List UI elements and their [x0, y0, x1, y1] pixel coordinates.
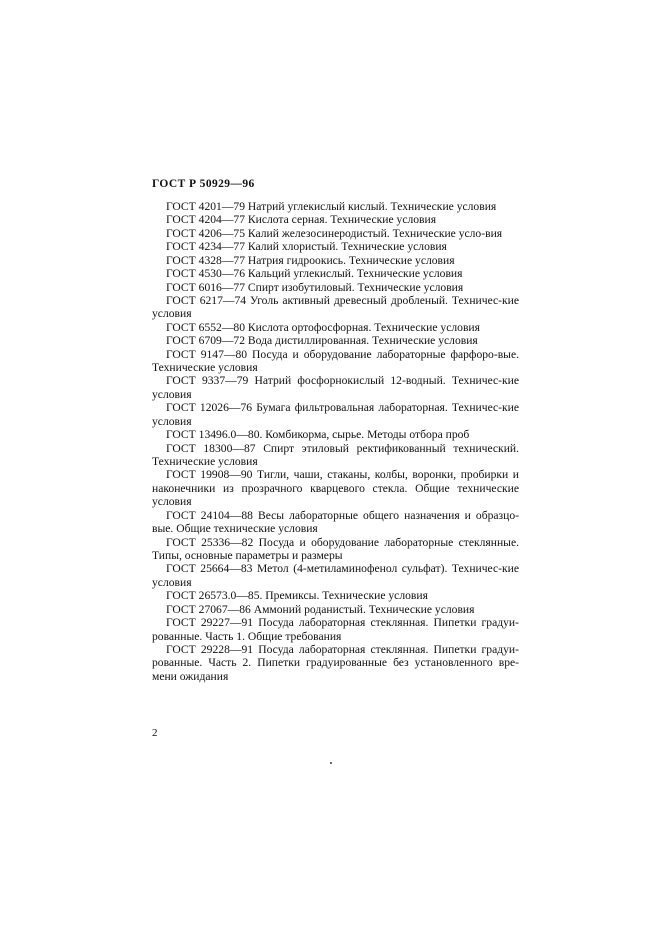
- reference-item: ГОСТ 6217—74 Уголь активный древесный дробленый. Техничес-кие условия: [152, 293, 519, 321]
- reference-item: ГОСТ 6552—80 Кислота ортофосфорная. Технические условия: [166, 320, 480, 334]
- reference-item: ГОСТ 4201—79 Натрий углекислый кислый. Технические условия: [166, 200, 497, 213]
- reference-item: ГОСТ 29227—91 Посуда лабораторная стеклянная. Пипетки градуи-рованные. Часть 1. Общие требования: [152, 616, 519, 643]
- reference-item: ГОСТ 26573.0—85. Премиксы. Технические условия: [166, 589, 428, 603]
- reference-item: ГОСТ 24104—88 Весы лабораторные общего назначения и образцо-вые. Общие технические условия: [152, 508, 519, 536]
- reference-item: ГОСТ 4328—77 Натрия гидроокись. Технические условия: [166, 253, 455, 267]
- reference-item: ГОСТ 25336—82 Посуда и оборудование лабораторные стеклянные. Типы, основные параметры и размеры: [152, 535, 519, 562]
- reference-item: ГОСТ 9337—79 Натрий фосфорнокислый 12-водный. Техничес-кие условия: [152, 374, 519, 401]
- reference-item: ГОСТ 25664—83 Метол (4-метиламинофенол сульфат). Техничес-кие условия: [152, 562, 519, 589]
- reference-item: ГОСТ 6709—72 Вода дистиллированная. Технические условия: [166, 334, 478, 348]
- reference-item: ГОСТ 4204—77 Кислота серная. Технические условия: [166, 213, 437, 227]
- reference-item: ГОСТ 4530—76 Кальций углекислый. Технические условия: [166, 267, 463, 281]
- reference-item: ГОСТ 29228—91 Посуда лабораторная стеклянная. Пипетки градуи-рованные. Часть 2. Пипетки градуированные без установленного вре-мени ожидания: [152, 642, 519, 683]
- reference-item: ГОСТ 19908—90 Тигли, чаши, стаканы, колбы, воронки, пробирки и наконечники из прозрачного кварцевого стекла. Общие технические условия: [152, 468, 519, 509]
- reference-item: ГОСТ 4234—77 Калий хлористый. Технические условия: [166, 240, 447, 254]
- reference-item: ГОСТ 9147—80 Посуда и оборудование лабораторные фарфоро-вые. Технические условия: [152, 347, 519, 375]
- page-number: 2: [152, 727, 158, 739]
- reference-item: ГОСТ 4206—75 Калий железосинеродистый. Технические усло-вия: [166, 226, 503, 240]
- reference-item: ГОСТ 12026—76 Бумага фильтровальная лабораторная. Техничес-кие условия: [152, 401, 519, 428]
- reference-item: ГОСТ 6016—77 Спирт изобутиловый. Технические условия: [166, 280, 464, 294]
- scan-speck: [330, 762, 332, 764]
- reference-list: [152, 200, 519, 683]
- page-header: ГОСТ Р 50929—96: [152, 178, 255, 190]
- reference-item: ГОСТ 18300—87 Спирт этиловый ректификованный технический. Технические условия: [152, 441, 519, 469]
- reference-item: ГОСТ 13496.0—80. Комбикорма, сырье. Методы отбора проб: [166, 428, 470, 442]
- reference-item: ГОСТ 27067—86 Аммоний роданистый. Технические условия: [166, 602, 475, 616]
